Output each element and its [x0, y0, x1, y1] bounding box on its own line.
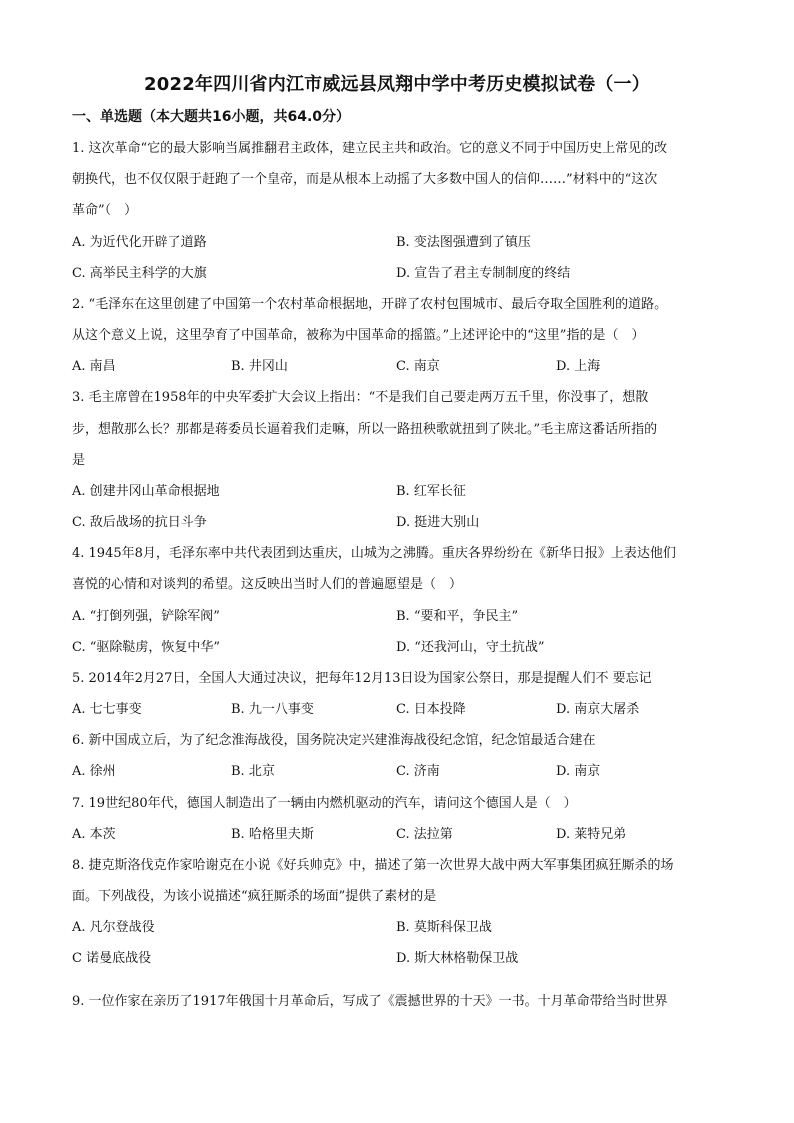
question-1-option-c[interactable]: C. 高举民主科学的大旗: [72, 266, 207, 281]
question-8-line-2: 面。下列战役，为该小说描述“疯狂厮杀的场面”提供了素材的是: [72, 889, 437, 904]
question-4-line-2: 喜悦的心情和对谈判的希望。这反映出当时人们的普遍愿望是（ ）: [72, 577, 463, 592]
question-2-option-d[interactable]: D. 上海: [556, 359, 601, 374]
question-6-option-a[interactable]: A. 徐州: [72, 764, 116, 779]
question-3-option-b[interactable]: B. 红军长征: [396, 484, 466, 499]
question-6-option-b[interactable]: B. 北京: [231, 764, 275, 779]
question-6-line-1: 6. 新中国成立后，为了纪念淮海战役，国务院决定兴建淮海战役纪念馆，纪念馆最适合建在: [72, 733, 596, 748]
question-3-line-2: 步，想散那么长？那都是蒋委员长逼着我们走嘛，所以一路扭秧歌就扭到了陕北。”毛主席这番话所指的: [72, 422, 658, 437]
question-2-option-c[interactable]: C. 南京: [396, 359, 440, 374]
question-9-line-1: 9. 一位作家在亲历了1917年俄国十月革命后，写成了《震撼世界的十天》一书。十月革命带给当时世界: [72, 994, 668, 1009]
question-2-option-b[interactable]: B. 井冈山: [231, 359, 288, 374]
question-8-option-b[interactable]: B. 莫斯科保卫战: [396, 920, 492, 935]
question-5-line-1: 5. 2014年2月27日，全国人大通过决议，把每年12月13日设为国家公祭日，那是提醒人们不 要忘记: [72, 671, 652, 686]
question-6-option-d[interactable]: D. 南京: [556, 764, 601, 779]
question-3-option-a[interactable]: A. 创建井冈山革命根据地: [72, 484, 220, 499]
question-1-option-d[interactable]: D. 宣告了君主专制制度的终结: [396, 266, 571, 281]
question-4-option-b[interactable]: B. “要和平，争民主”: [396, 609, 519, 624]
section-heading: 一、单选题（本大题共16小题，共64.0分）: [72, 109, 351, 125]
question-7-option-d[interactable]: D. 莱特兄弟: [556, 827, 627, 842]
question-7-option-a[interactable]: A. 本茨: [72, 827, 116, 842]
question-1-line-2: 朝换代，也不仅仅限于赶跑了一个皇帝，而是从根本上动摇了大多数中国人的信仰……”材料中的“这次: [72, 172, 658, 187]
question-6-option-c[interactable]: C. 济南: [396, 764, 440, 779]
question-5-option-c[interactable]: C. 日本投降: [396, 702, 466, 717]
question-8-option-a[interactable]: A. 凡尔登战役: [72, 920, 155, 935]
question-1-option-b[interactable]: B. 变法图强遭到了镇压: [396, 235, 531, 250]
question-7-option-c[interactable]: C. 法拉第: [396, 827, 453, 842]
question-4-option-c[interactable]: C. “驱除鞑虏，恢复中华”: [72, 640, 221, 655]
question-3-line-1: 3. 毛主席曾在1958年的中央军委扩大会议上指出：“不是我们自己要走两万五千里，你没事了，想散: [72, 390, 649, 405]
question-1-option-a[interactable]: A. 为近代化开辟了道路: [72, 235, 207, 250]
question-3-option-c[interactable]: C. 敌后战场的抗日斗争: [72, 515, 207, 530]
question-1-line-3: 革命”（ ）: [72, 203, 138, 218]
question-4-line-1: 4. 1945年8月，毛泽东率中共代表团到达重庆，山城为之沸腾。重庆各界纷纷在《新华日报》上表达他们: [72, 546, 676, 561]
question-5-option-a[interactable]: A. 七七事变: [72, 702, 142, 717]
question-5-option-b[interactable]: B. 九一八事变: [231, 702, 314, 717]
question-4-option-d[interactable]: D. “还我河山，守土抗战”: [396, 640, 545, 655]
question-7-line-1: 7. 19世纪80年代，德国人制造出了一辆由内燃机驱动的汽车，请问这个德国人是（ ）: [72, 796, 577, 811]
question-3-line-3: 是: [72, 453, 86, 468]
question-8-line-1: 8. 捷克斯洛伐克作家哈谢克在小说《好兵帅克》中，描述了第一次世界大战中两大军事集团疯狂厮杀的场: [72, 858, 674, 873]
question-4-option-a[interactable]: A. “打倒列强，铲除军阀”: [72, 609, 220, 624]
question-8-option-d[interactable]: D. 斯大林格勒保卫战: [396, 951, 519, 966]
question-2-option-a[interactable]: A. 南昌: [72, 359, 116, 374]
question-8-option-c[interactable]: C 诺曼底战役: [72, 951, 152, 966]
question-5-option-d[interactable]: D. 南京大屠杀: [556, 702, 640, 717]
question-2-line-2: 从这个意义上说，这里孕育了中国革命，被称为中国革命的摇篮。”上述评论中的“这里”指的是（ ）: [72, 328, 645, 343]
question-1-line-1: 1. 这次革命“它的最大影响当属推翻君主政体，建立民主共和政治。它的意义不同于中国历史上常见的改: [72, 141, 668, 156]
question-2-line-1: 2. “毛泽东在这里创建了中国第一个农村革命根据地，开辟了农村包围城市、最后夺取全国胜利的道路。: [72, 297, 668, 312]
page-title: 2022年四川省内江市威远县凤翔中学中考历史模拟试卷（一）: [144, 74, 650, 95]
question-3-option-d[interactable]: D. 挺进大别山: [396, 515, 480, 530]
question-7-option-b[interactable]: B. 哈格里夫斯: [231, 827, 314, 842]
